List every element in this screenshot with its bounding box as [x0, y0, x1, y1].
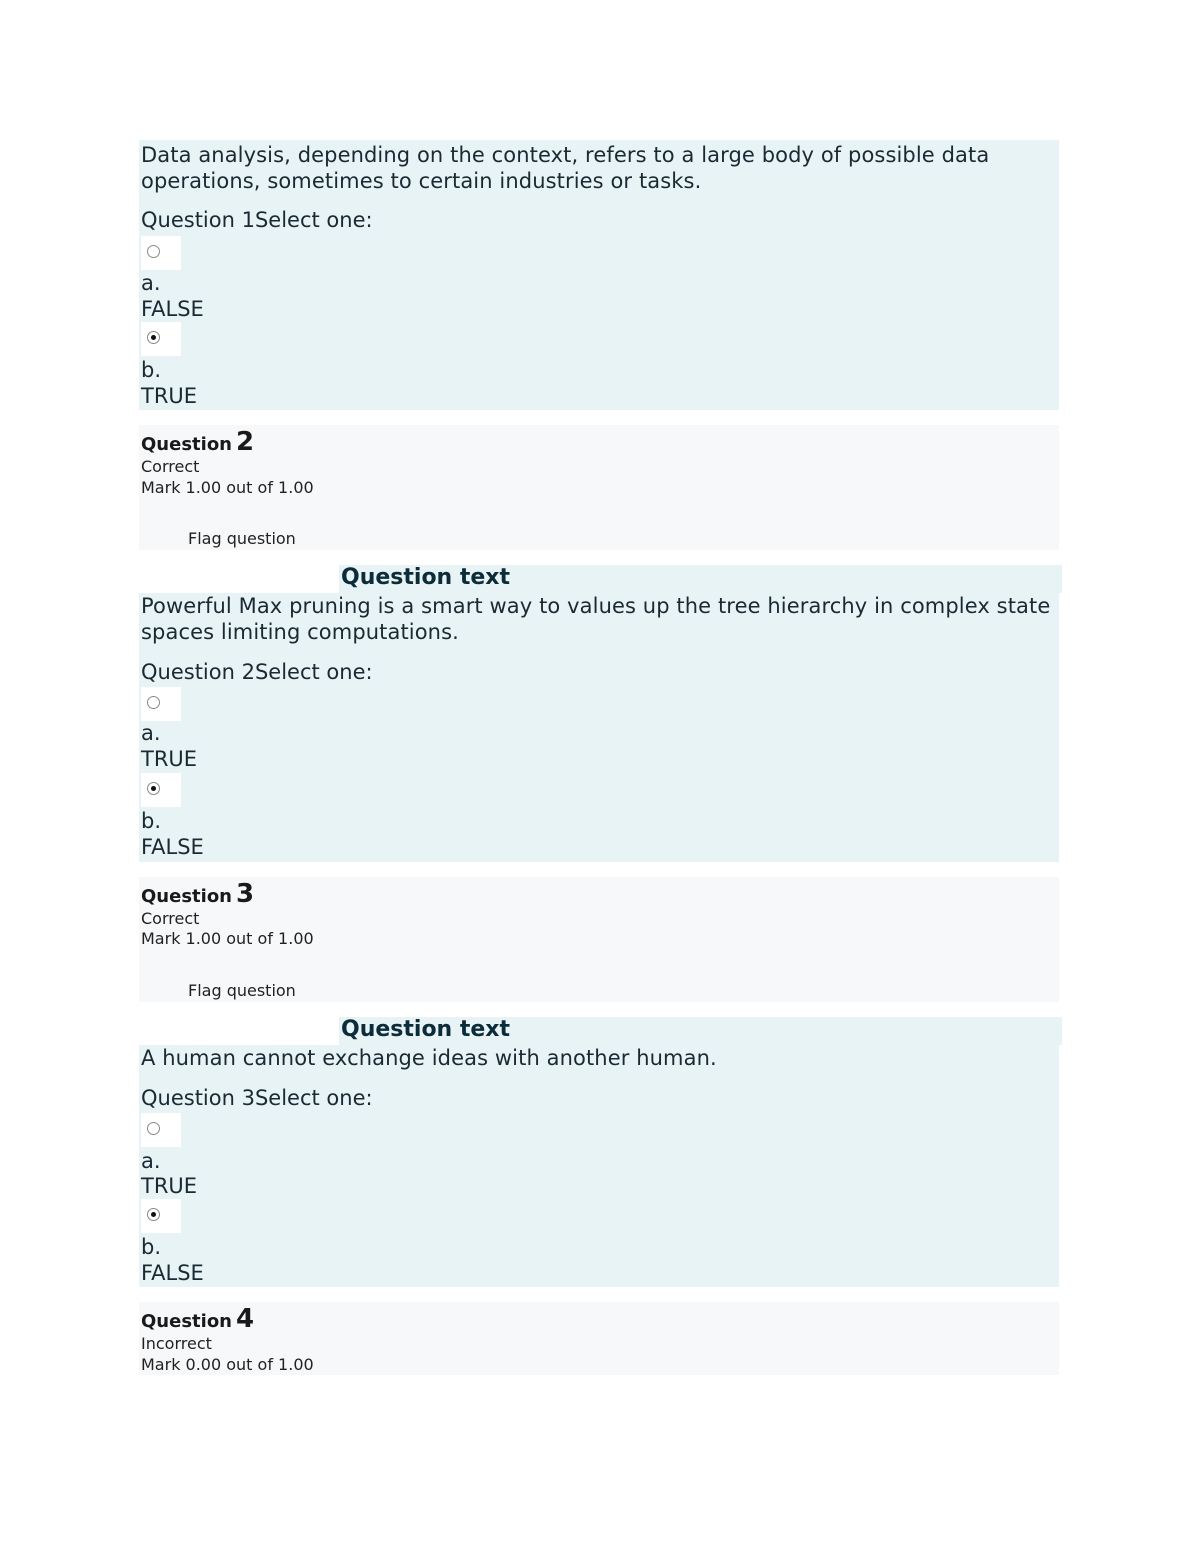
flag-question-link[interactable]: Flag question	[188, 529, 296, 548]
question-1-text-block	[139, 140, 1059, 410]
question-3-text: A human cannot exchange ideas with another human.	[141, 1046, 717, 1070]
question-3-prompt: Question 3Select one:	[141, 1086, 373, 1110]
option-a-letter: a.	[141, 721, 161, 745]
question-text-title: Question text	[341, 1017, 511, 1042]
option-a-value: TRUE	[141, 1174, 198, 1198]
option-a-radio[interactable]	[147, 245, 160, 258]
question-1-text: Data analysis, depending on the context, refers to a large body of possible data operations, sometimes to certain industries or tasks.	[141, 143, 990, 193]
option-b-radio[interactable]	[147, 782, 160, 795]
option-a-radio-box[interactable]	[141, 236, 181, 270]
question-label: Question	[141, 886, 232, 907]
question-1-prompt: Question 1Select one:	[141, 208, 373, 232]
question-2-mark: Mark 1.00 out of 1.00	[141, 478, 314, 497]
option-b-value: TRUE	[141, 384, 198, 408]
option-b-radio-box[interactable]	[141, 773, 181, 807]
question-number: 4	[236, 1304, 255, 1334]
option-b-radio[interactable]	[147, 331, 160, 344]
option-a-letter: a.	[141, 1149, 161, 1173]
question-2-title-strip	[339, 565, 1062, 593]
question-number: 3	[236, 879, 255, 909]
question-3-info	[139, 877, 1059, 1002]
question-2-info	[139, 425, 1059, 550]
option-a-radio-box[interactable]	[141, 687, 181, 721]
option-a-radio-box[interactable]	[141, 1113, 181, 1147]
option-b-value: FALSE	[141, 835, 204, 859]
option-b-letter: b.	[141, 358, 162, 382]
question-label: Question	[141, 1311, 232, 1332]
question-4-heading	[141, 1304, 254, 1334]
question-2-state: Correct	[141, 457, 200, 476]
question-3-title-strip	[339, 1017, 1062, 1045]
question-3-mark: Mark 1.00 out of 1.00	[141, 929, 314, 948]
option-b-radio-box[interactable]	[141, 322, 181, 356]
question-3-state: Correct	[141, 909, 200, 928]
question-2-heading	[141, 427, 254, 457]
question-number: 2	[236, 427, 255, 457]
question-label: Question	[141, 434, 232, 455]
option-b-letter: b.	[141, 809, 162, 833]
flag-question-link[interactable]: Flag question	[188, 981, 296, 1000]
option-b-letter: b.	[141, 1235, 162, 1259]
question-3-text-block	[139, 1045, 1059, 1287]
option-a-radio[interactable]	[147, 696, 160, 709]
option-b-value: FALSE	[141, 1261, 204, 1285]
option-a-radio[interactable]	[147, 1122, 160, 1135]
question-text-title: Question text	[341, 565, 511, 590]
question-2-text-block	[139, 593, 1059, 862]
question-2-text: Powerful Max pruning is a smart way to values up the tree hierarchy in complex state spaces limiting computations.	[141, 594, 1051, 644]
option-b-radio-box[interactable]	[141, 1199, 181, 1233]
option-b-radio[interactable]	[147, 1208, 160, 1221]
option-a-value: FALSE	[141, 297, 204, 321]
option-a-value: TRUE	[141, 747, 198, 771]
question-4-mark: Mark 0.00 out of 1.00	[141, 1355, 314, 1374]
question-3-heading	[141, 879, 254, 909]
question-4-info	[139, 1302, 1059, 1375]
question-2-prompt: Question 2Select one:	[141, 660, 373, 684]
option-a-letter: a.	[141, 271, 161, 295]
question-4-state: Incorrect	[141, 1334, 212, 1353]
